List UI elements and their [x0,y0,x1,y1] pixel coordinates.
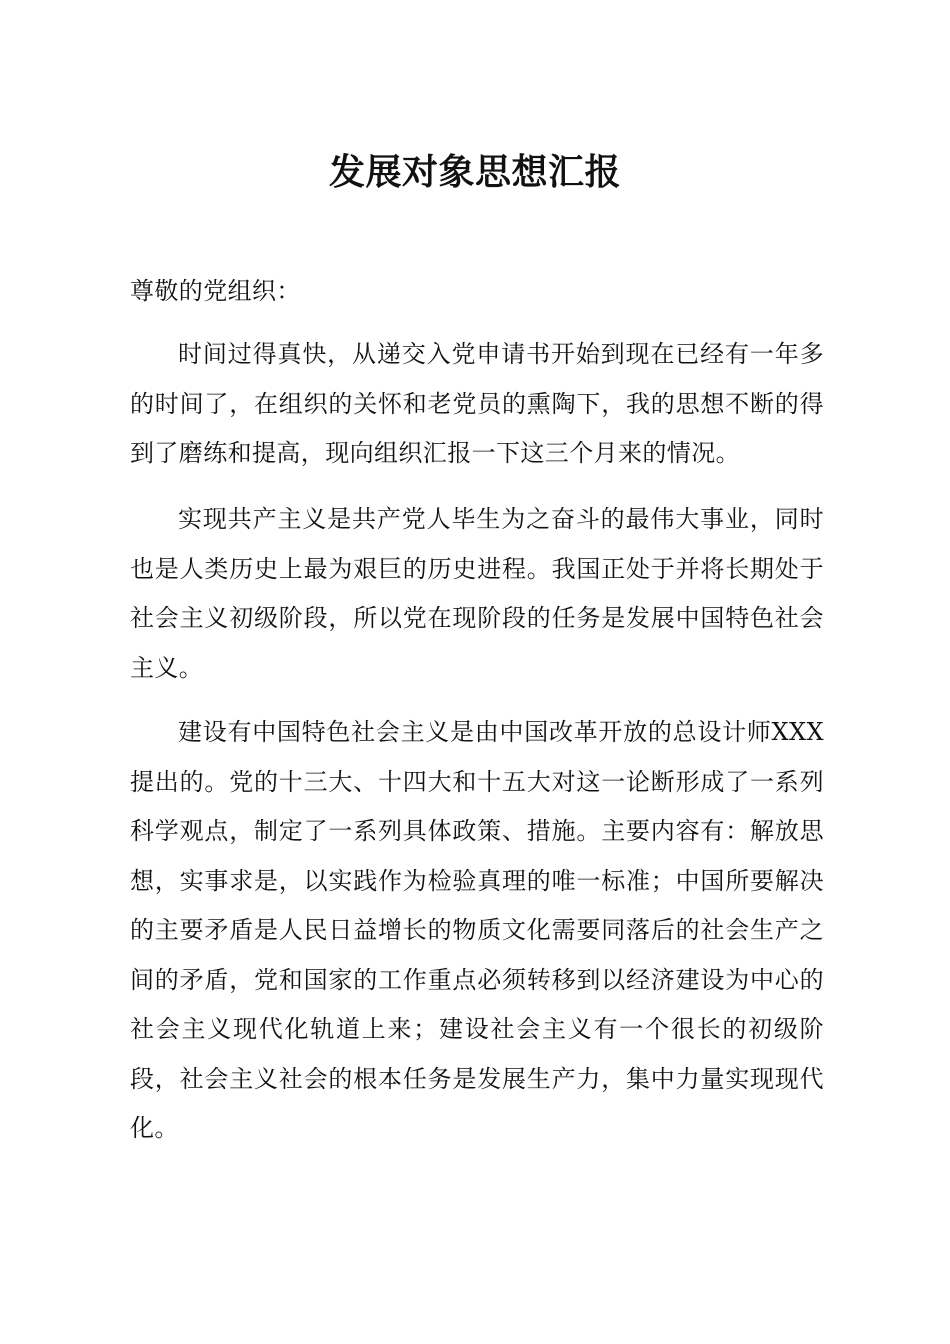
paragraph-3: 建设有中国特色社会主义是由中国改革开放的总设计师XXX提出的。党的十三大、十四大和十五大对这一论断形成了一系列科学观点，制定了一系列具体政策、措施。主要内容有：解放思想，实事求是，以实践作为检验真理的唯一标准；中国所要解决的主要矛盾是人民日益增长的物质文化需要同落后的社会生产之间的矛盾，党和国家的工作重点必须转移到以经济建设为中心的社会主义现代化轨道上来；建设社会主义有一个很长的初级阶段，社会主义社会的根本任务是发展生产力，集中力量实现现代化。 [130,718,824,1142]
salutation: 尊敬的党组织： [130,277,301,305]
document-title: 发展对象思想汇报 [328,151,621,193]
paragraph-1: 时间过得真快，从递交入党申请书开始到现在已经有一年多的时间了，在组织的关怀和老党员的熏陶下，我的思想不断的得到了磨练和提高，现向组织汇报一下这三个月来的情况。 [130,340,824,467]
paragraph-2: 实现共产主义是共产党人毕生为之奋斗的最伟大事业，同时也是人类历史上最为艰巨的历史进程。我国正处于并将长期处于社会主义初级阶段，所以党在现阶段的任务是发展中国特色社会主义。 [130,505,824,682]
